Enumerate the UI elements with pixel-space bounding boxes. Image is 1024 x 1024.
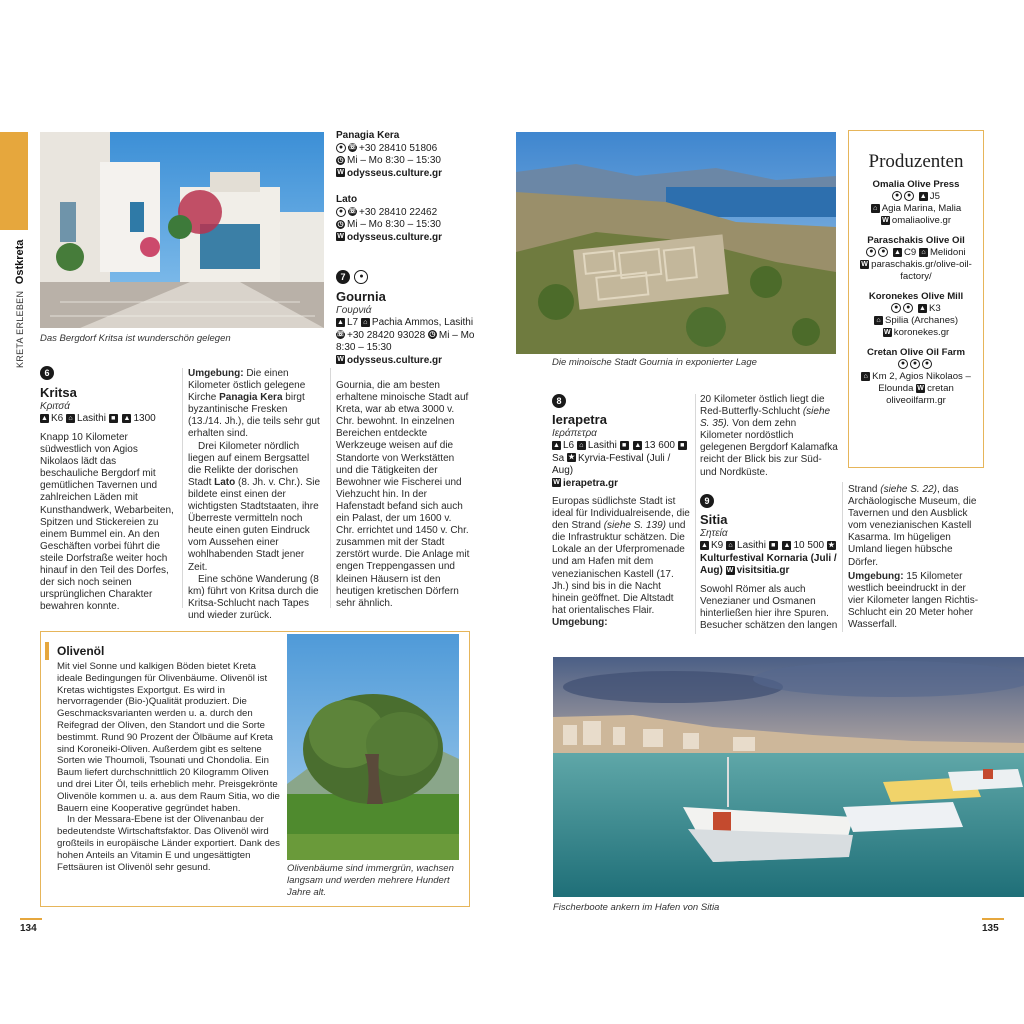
sitia-number: 9 bbox=[700, 494, 714, 508]
organic-icon: ● bbox=[898, 359, 908, 369]
kritsa-region: Lasithi bbox=[77, 413, 106, 424]
sitia-greek: Σητεία bbox=[700, 528, 728, 539]
gournia-photo-caption: Die minoische Stadt Gournia in exponierter Lage bbox=[552, 357, 757, 368]
web-icon: W bbox=[882, 216, 889, 224]
producer-web[interactable]: omaliaolive.gr bbox=[891, 215, 952, 226]
tour-icon: ● bbox=[922, 359, 932, 369]
side-tab-accent bbox=[0, 132, 28, 230]
shop-icon: ● bbox=[910, 359, 920, 369]
ierapetra-umgebung-text: 20 Kilometer östlich liegt die Red-Butterfly-Schlucht bbox=[700, 394, 825, 418]
ierapetra-text-part: Europas südlichste Stadt ist ideal für Individualreisende, die den Strand bbox=[552, 496, 690, 532]
producer-grid: J5 bbox=[929, 191, 940, 202]
lato-title: Lato bbox=[336, 194, 358, 205]
side-tab-bold: Ostkreta bbox=[14, 239, 26, 285]
sitia-web[interactable]: visitsitia.gr bbox=[736, 565, 790, 576]
gournia-place: Pachia Ammos, Lasithi bbox=[371, 317, 474, 328]
olive-box-text bbox=[57, 661, 283, 873]
ierapetra-festival: Kyrvia-Festival (Juli / Aug) bbox=[552, 452, 671, 476]
sitia-population: 10 500 bbox=[793, 540, 825, 551]
shop-icon: ● bbox=[903, 303, 913, 313]
ierapetra-title: Ierapetra bbox=[552, 412, 607, 427]
phone-icon: ☏ bbox=[348, 208, 357, 216]
sitia-entry bbox=[700, 492, 840, 578]
clock-icon: ◷ bbox=[337, 156, 344, 164]
gournia-hours: Mi – Mo 8:30 – 15:30 bbox=[336, 329, 475, 353]
producer-place: Km 2, Agios Nikolaos – Elounda bbox=[872, 371, 971, 394]
bus-icon: ■ bbox=[769, 541, 778, 550]
olive-box-title: Olivenöl bbox=[57, 644, 105, 658]
kritsa-population: 1300 bbox=[133, 413, 156, 424]
producer-item bbox=[849, 291, 983, 339]
shop-icon: ● bbox=[904, 191, 914, 201]
olive-oil-box bbox=[40, 631, 470, 907]
map-icon: ▲ bbox=[701, 541, 708, 549]
organic-icon: ● bbox=[891, 303, 901, 313]
map-icon: ▲ bbox=[553, 441, 560, 449]
ierapetra-web[interactable]: ierapetra.gr bbox=[563, 477, 619, 489]
ierapetra-greek: Ιεράπετρα bbox=[552, 428, 597, 439]
column-divider bbox=[182, 368, 183, 608]
producer-name: Omalia Olive Press bbox=[872, 179, 960, 190]
umgebung-label: Umgebung: bbox=[552, 616, 608, 628]
gournia-entry bbox=[336, 268, 476, 367]
olive-tree-photo bbox=[287, 634, 459, 860]
umgebung-text: Drei Kilometer nördlich liegen auf einem Bergsattel die Relikte der dorischen Stadt bbox=[188, 440, 310, 488]
lato-info bbox=[336, 194, 476, 244]
shop-icon: ● bbox=[878, 247, 888, 257]
market-icon: ■ bbox=[678, 441, 687, 450]
kritsa-text: Knapp 10 Kilometer südwestlich von Agios Nikolaos lädt das beschauliche Bergdorf mit gemütlichen Tavernen und zahlreichen Läden mit Kunsthandwerk, Webarbeiten, Spitzen und Stickereien zu einem Bummel ein. An den Geschäften vorbei führt die steile Dorfstraße weiter hoch hinauf in den Teil des Dorfes, der sich noch seinen ursprünglichen Charakter bewahren konnte. bbox=[40, 432, 174, 613]
kritsa-greek: Κριτσά bbox=[40, 401, 70, 412]
location-icon: ⌂ bbox=[577, 441, 586, 450]
sitia-harbour-caption: Fischerboote ankern im Hafen von Sitia bbox=[553, 902, 720, 913]
web-icon: W bbox=[553, 479, 560, 487]
page-number-right: 135 bbox=[982, 923, 999, 934]
producer-name: Koronekes Olive Mill bbox=[868, 291, 964, 302]
producer-place: Agia Marina, Malia bbox=[881, 203, 962, 214]
producer-item bbox=[849, 235, 983, 283]
umgebung-label: Umgebung: bbox=[188, 368, 244, 379]
page-reference: (siehe S. 22) bbox=[880, 484, 937, 495]
location-icon: ⌂ bbox=[861, 372, 870, 381]
gournia-number: 7 bbox=[336, 270, 350, 284]
gournia-web[interactable]: odysseus.culture.gr bbox=[347, 354, 443, 366]
gournia-title: Gournia bbox=[336, 289, 386, 304]
web-icon: W bbox=[337, 233, 344, 241]
panagia-kera-title: Panagia Kera bbox=[336, 130, 400, 141]
olive-box-accent bbox=[45, 642, 49, 660]
kritsa-photo bbox=[40, 132, 324, 328]
producer-item bbox=[849, 179, 983, 227]
map-icon: ▲ bbox=[337, 318, 344, 326]
column-divider bbox=[330, 368, 331, 608]
olive-box-paragraph: Mit viel Sonne und kalkigen Böden bietet Kreta ideale Bedingungen für Olivenbäume. Olivenöl ist Kretas wichtigstes Exportgut. Es wird in hervorragender (Bio-)Qualität produziert. Die Geschmacksvarianten werden u. a. durch den Reifegrad der Oliven, den Standort und die Sorte bestimmt. Rund 90 Prozent der Ölbäume auf Kreta sind Koroneiki-Oliven. Außerdem gibt es seltene Sorten wie Thoumoli, Tsounati und Chondolia. Ein Baum liefert durchschnittlich 20 Kilogramm Oliven und drei Liter Öl, teils erheblich mehr. Preisgekrönte Olivenöle kommen u. a. aus dem Raum Sitia, wo die Bauern eine Kooperative gegründet haben. bbox=[57, 661, 280, 814]
map-icon: ▲ bbox=[41, 414, 48, 422]
web-icon: W bbox=[917, 384, 924, 392]
sitia-text-continued bbox=[848, 484, 984, 631]
lato-hours: Mi – Mo 8:30 – 15:30 bbox=[347, 219, 441, 230]
ierapetra-population: 13 600 bbox=[644, 440, 675, 451]
olive-tree-caption: Olivenbäume sind immergrün, wachsen langsam und werden mehrere Hundert Jahre alt. bbox=[287, 863, 454, 898]
producer-web[interactable]: paraschakis.gr/olive-oil-factory/ bbox=[871, 259, 972, 282]
umgebung-text: birgt byzantinische Fresken (13./14. Jh.), die teils sehr gut erhalten sind. bbox=[188, 392, 320, 440]
organic-icon: ● bbox=[866, 247, 876, 257]
umgebung-lato: Lato bbox=[214, 476, 236, 488]
sitia-text-part: Strand bbox=[848, 484, 878, 495]
ierapetra-entry bbox=[552, 392, 692, 490]
web-icon: W bbox=[337, 169, 344, 177]
ierapetra-number: 8 bbox=[552, 394, 566, 408]
population-icon: ▲ bbox=[123, 414, 131, 422]
producer-item bbox=[849, 347, 983, 407]
producer-grid: K3 bbox=[928, 303, 941, 314]
panagia-kera-info bbox=[336, 130, 476, 180]
side-tab-small: KRETA ERLEBEN bbox=[15, 290, 25, 368]
festival-icon: ★ bbox=[568, 454, 575, 462]
sitia-title: Sitia bbox=[700, 512, 728, 527]
producer-web[interactable]: koronekes.gr bbox=[893, 327, 950, 338]
map-icon: ▲ bbox=[894, 248, 901, 256]
clock-icon: ◷ bbox=[337, 220, 344, 228]
bus-icon: ■ bbox=[109, 414, 118, 423]
gournia-grid: L7 bbox=[347, 317, 359, 328]
gournia-photo bbox=[516, 132, 836, 354]
column-divider bbox=[695, 394, 696, 634]
accessibility-icon: ● bbox=[336, 143, 346, 153]
produzenten-title: Produzenten bbox=[868, 151, 964, 172]
producer-grid: C9 bbox=[904, 247, 917, 258]
festival-icon: ★ bbox=[828, 541, 835, 549]
umgebung-label: Umgebung: bbox=[848, 570, 904, 582]
ierapetra-umgebung-text: Von dem zehn Kilometer nordöstlich gelegenen Bergdorf Kalamafka reicht der Blick bis zur Süd- und Nordküste. bbox=[700, 418, 838, 478]
map-icon: ▲ bbox=[918, 304, 926, 312]
location-icon: ⌂ bbox=[66, 414, 75, 423]
umgebung-hike-text: Eine schöne Wanderung (8 km) führt von Kritsa durch die Kritsa-Schlucht nach Tapes und wieder zurück. bbox=[188, 573, 319, 621]
sitia-grid: K9 bbox=[711, 540, 724, 551]
ierapetra-market-day: Sa bbox=[552, 452, 565, 464]
panagia-kera-hours: Mi – Mo 8:30 – 15:30 bbox=[347, 155, 441, 166]
umgebung-text: (8. Jh. v. Chr.). Sie bildete einst einen der wichtigsten Stadtstaaten, ihre Überreste vermitteln noch heute einen guten Eindruck vom Aussehen einer wohlhabenden Stadt jener Zeit. bbox=[188, 476, 321, 573]
umgebung-text: Die einen Kilometer östlich gelegene Kirche bbox=[188, 368, 306, 404]
ierapetra-grid: L6 bbox=[563, 440, 575, 451]
sitia-text: Sowohl Römer als auch Venezianer und Osmanen hinterließen hier ihre Spuren. Besucher schätzen den langen bbox=[700, 584, 838, 632]
accessibility-icon: ● bbox=[354, 270, 368, 284]
kritsa-grid: K6 bbox=[51, 413, 64, 424]
kritsa-photo-caption: Das Bergdorf Kritsa ist wunderschön gelegen bbox=[40, 333, 231, 344]
kritsa-entry bbox=[40, 364, 176, 426]
location-icon: ⌂ bbox=[361, 318, 370, 327]
map-icon: ▲ bbox=[919, 192, 927, 200]
gournia-text: Gournia, die am besten erhaltene minoische Stadt auf Kreta, war ab etwa 3000 v. Chr. bewohnt. In einzelnen Bereichen entdeckte Werkzeuge weisen auf die Standorte von Werkstätten und die Tätigkeiten der Bewohner wie Fischerei und Viehzucht hin. In der Hafenstadt befand sich auch ein Palast, der um 1600 v. Chr. errichtet und 1450 v. Chr. zusammen mit der Stadt zerstört wurde. Die Anlage mit engen Treppengassen und kleinen Häusern ist den heutigen kretischen Dörfern sehr ähnlich. bbox=[336, 380, 470, 609]
web-icon: W bbox=[726, 566, 734, 574]
sitia-festival: Kulturfestival Kornaria (Juli / Aug) bbox=[700, 552, 837, 576]
web-icon: W bbox=[337, 356, 344, 364]
gournia-phone: +30 28420 93028 bbox=[347, 329, 426, 341]
organic-icon: ● bbox=[892, 191, 902, 201]
gournia-greek: Γουρνιά bbox=[336, 305, 372, 316]
accessibility-icon: ● bbox=[336, 207, 346, 217]
lato-phone: +30 28410 22462 bbox=[359, 206, 438, 218]
sitia-harbour-photo bbox=[553, 657, 1024, 897]
phone-icon: ☏ bbox=[348, 144, 357, 152]
kritsa-number: 6 bbox=[40, 366, 54, 380]
ierapetra-region: Lasithi bbox=[587, 440, 617, 451]
producer-web[interactable]: cretan oliveoilfarm.gr bbox=[886, 383, 954, 406]
web-icon: W bbox=[883, 328, 891, 336]
sitia-umgebung-text: 15 Kilometer westlich beeindruckt in der vier Kilometer langen Richtis-Schlucht ein 20 Meter hoher Wasserfall. bbox=[848, 570, 979, 631]
ierapetra-umgebung bbox=[700, 394, 838, 479]
page-reference: (siehe S. 139) bbox=[603, 520, 666, 532]
page-number-left: 134 bbox=[20, 923, 37, 934]
web-icon: W bbox=[861, 260, 868, 268]
panagia-kera-phone: +30 28410 51806 bbox=[359, 142, 438, 154]
producer-place: Melidoni bbox=[929, 247, 966, 258]
clock-icon: ◷ bbox=[429, 331, 436, 339]
produzenten-box bbox=[848, 130, 984, 468]
page-reference: (siehe S. 35). bbox=[700, 406, 831, 430]
bus-icon: ■ bbox=[620, 441, 629, 450]
producer-name: Paraschakis Olive Oil bbox=[867, 235, 965, 246]
panagia-kera-web[interactable]: odysseus.culture.gr bbox=[347, 167, 443, 179]
location-icon: ⌂ bbox=[871, 204, 880, 213]
kritsa-umgebung bbox=[188, 368, 324, 622]
lato-web[interactable]: odysseus.culture.gr bbox=[347, 231, 443, 243]
location-icon: ⌂ bbox=[874, 316, 883, 325]
population-icon: ▲ bbox=[634, 441, 642, 449]
location-icon: ⌂ bbox=[726, 541, 735, 550]
page-number-rule bbox=[982, 918, 1004, 920]
producer-place: Spilia (Archanes) bbox=[884, 315, 959, 326]
location-icon: ⌂ bbox=[919, 248, 928, 257]
producer-name: Cretan Olive Oil Farm bbox=[866, 347, 966, 358]
phone-icon: ☏ bbox=[336, 331, 345, 339]
side-tab-label bbox=[14, 240, 26, 368]
umgebung-panagia-kera: Panagia Kera bbox=[219, 392, 283, 404]
population-icon: ▲ bbox=[783, 541, 791, 549]
ierapetra-text bbox=[552, 496, 690, 629]
olive-box-paragraph: In der Messara-Ebene ist der Olivenanbau der bedeutendste Wirtschaftsfaktor. Das Olivenöl wird großteils in europäische Länder exportiert. Dank des hohen Anteils an Vitamin E und ungesättigten Fettsäuren ist Olivenöl sehr gesund. bbox=[57, 814, 280, 873]
sitia-text-part: , das Archäologische Museum, die Tavernen und den Ausblick vom venezianischen Kastell Kasarma. Im hügeligen Umland liegen hübsche Dörfer. bbox=[848, 484, 977, 568]
ierapetra-text-part: und die Infrastruktur schätzen. Die Lokale an der Uferpromenade und am Hafen mit dem venezianischen Kastell (17. Jh.) sind bis in die Nacht hinein geöffnet. Die Altstadt hat orientalisches Flair. bbox=[552, 520, 686, 616]
kritsa-title: Kritsa bbox=[40, 385, 77, 400]
page-number-rule bbox=[20, 918, 42, 920]
column-divider bbox=[842, 482, 843, 632]
sitia-region: Lasithi bbox=[737, 540, 766, 551]
